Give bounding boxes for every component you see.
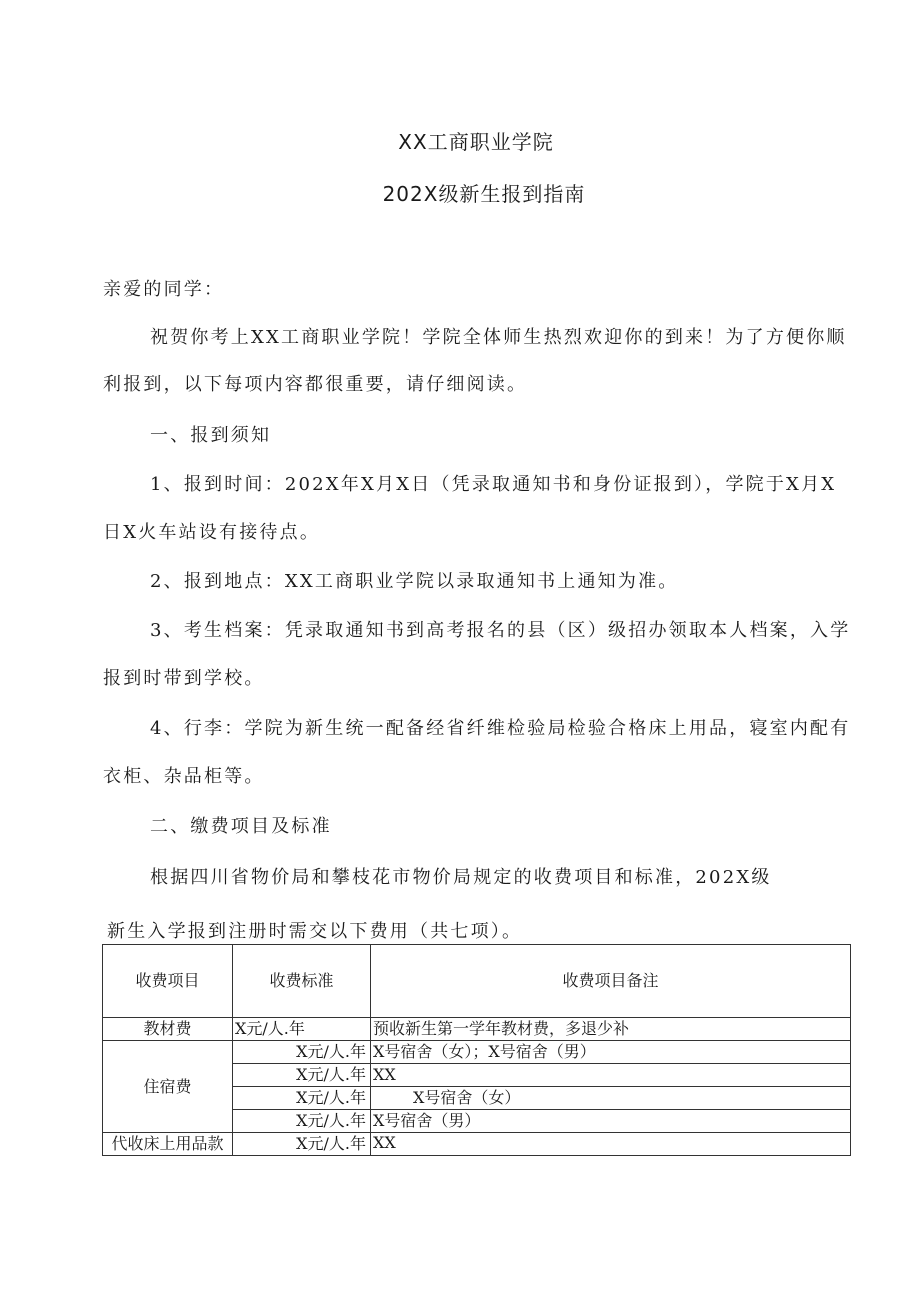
table-row [103, 1018, 851, 1041]
item-1-line-1: 1、报到时间：202X年X月X日（凭录取通知书和身份证报到），学院于X月X [150, 474, 837, 495]
table-header-row [103, 945, 851, 1018]
section-2-line-1: 根据四川省物价局和攀枝花市物价局规定的收费项目和标准，202X级 [150, 867, 772, 888]
header-standard: 收费标准 [233, 945, 371, 1018]
section-2-line-2: 新生入学报到注册时需交以下费用（共七项）。 [107, 921, 523, 942]
item-4-line-1: 4、行李：学院为新生统一配备经省纤维检验局检验合格床上用品，寝室内配有 [150, 718, 851, 739]
lodging-note-3: X号宿舍（女） [371, 1087, 851, 1110]
lodging-standard-2: X元/人.年 [233, 1064, 371, 1087]
textbook-standard: X元/人.年 [233, 1018, 371, 1041]
lodging-note-1: X号宿舍（女）；X号宿舍（男） [371, 1041, 851, 1064]
table-row [103, 1133, 851, 1156]
bedding-standard: X元/人.年 [233, 1133, 371, 1156]
lodging-standard-4: X元/人.年 [233, 1110, 371, 1133]
greeting: 亲爱的同学： [103, 279, 225, 300]
section-1-heading: 一、报到须知 [150, 425, 272, 446]
table-row [103, 1041, 851, 1064]
textbook-item: 教材费 [103, 1018, 233, 1041]
fee-table [102, 944, 851, 1156]
lodging-standard-1: X元/人.年 [233, 1041, 371, 1064]
intro-line-1: 祝贺你考上XX工商职业学院！学院全体师生热烈欢迎你的到来！为了方便你顺 [150, 327, 847, 348]
item-2: 2、报到地点：XX工商职业学院以录取通知书上通知为准。 [150, 571, 679, 592]
item-3-line-2: 报到时带到学校。 [103, 668, 265, 689]
section-2-heading: 二、缴费项目及标准 [150, 816, 332, 837]
bedding-item: 代收床上用品款 [103, 1133, 233, 1156]
item-3-line-1: 3、考生档案：凭录取通知书到高考报名的县（区）级招办领取本人档案，入学 [150, 620, 851, 641]
lodging-item: 住宿费 [103, 1041, 233, 1133]
header-item: 收费项目 [103, 945, 233, 1018]
item-1-line-2: 日X火车站设有接待点。 [103, 522, 321, 543]
lodging-note-4: X号宿舍（男） [371, 1110, 851, 1133]
lodging-standard-3: X元/人.年 [233, 1087, 371, 1110]
bedding-note: XX [371, 1133, 851, 1156]
lodging-note-2: XX [371, 1064, 851, 1087]
item-4-line-2: 衣柜、杂品柜等。 [103, 766, 265, 787]
document-title: XX工商职业学院 [398, 130, 554, 154]
intro-line-2: 利报到，以下每项内容都很重要，请仔细阅读。 [103, 374, 528, 395]
document-subtitle: 202X级新生报到指南 [382, 182, 586, 206]
textbook-note: 预收新生第一学年教材费，多退少补 [371, 1018, 851, 1041]
header-note: 收费项目备注 [371, 945, 851, 1018]
